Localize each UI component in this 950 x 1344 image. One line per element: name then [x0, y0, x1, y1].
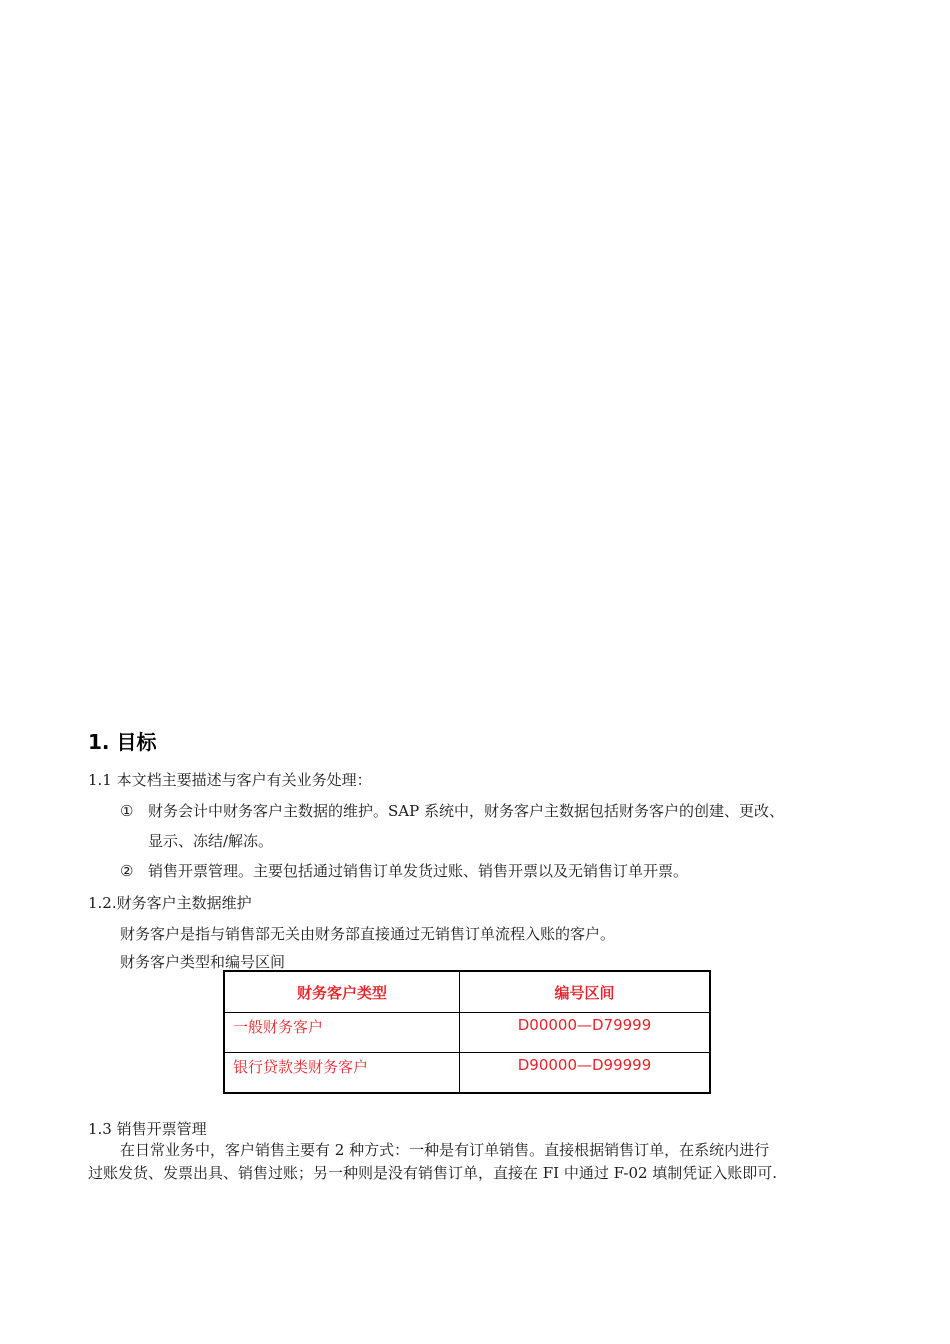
table-cell: D00000—D79999: [460, 1013, 711, 1053]
list-item-2: [120, 862, 688, 880]
item-1-1: 1.1 本文档主要描述与客户有关业务处理：: [88, 771, 372, 789]
table-caption: 财务客户类型和编号区间: [120, 953, 286, 971]
table-cell: 一般财务客户: [224, 1013, 460, 1053]
list-item-text: 销售开票管理。主要包括通过销售订单发货过账、销售开票以及无销售订单开票。: [148, 862, 689, 880]
table-row: [224, 1053, 710, 1094]
table-row: [224, 1013, 710, 1053]
list-item-text: 财务会计中财务客户主数据的维护。SAP 系统中，财务客户主数据包括财务客户的创建、更改、: [148, 802, 784, 820]
table-header-cell: 财务客户类型: [224, 971, 460, 1013]
list-item-1-continuation: 显示、冻结/解冻。: [148, 832, 274, 850]
item-1-3-paragraph-line-2: 过账发货、发票出具、销售过账；另一种则是没有销售订单，直接在 FI 中通过 F-02 填制凭证入账即可.: [88, 1164, 778, 1182]
list-marker: ①: [120, 802, 134, 820]
list-item-1: [120, 802, 784, 820]
item-1-2: 1.2.财务客户主数据维护: [88, 894, 252, 912]
table-cell: D90000—D99999: [460, 1053, 711, 1094]
item-1-2-description: 财务客户是指与销售部无关由财务部直接通过无销售订单流程入账的客户。: [120, 925, 616, 943]
table-header-row: [224, 971, 710, 1013]
table-cell: 银行贷款类财务客户: [224, 1053, 460, 1094]
section-heading: 1. 目标: [88, 730, 157, 754]
list-marker: ②: [120, 862, 134, 880]
customer-type-table: [223, 970, 711, 1094]
item-1-3-paragraph-line-1: 在日常业务中，客户销售主要有 2 种方式：一种是有订单销售。直接根据销售订单，在系统内进行: [120, 1141, 770, 1159]
table-header-cell: 编号区间: [460, 971, 711, 1013]
item-1-3: 1.3 销售开票管理: [88, 1120, 207, 1138]
